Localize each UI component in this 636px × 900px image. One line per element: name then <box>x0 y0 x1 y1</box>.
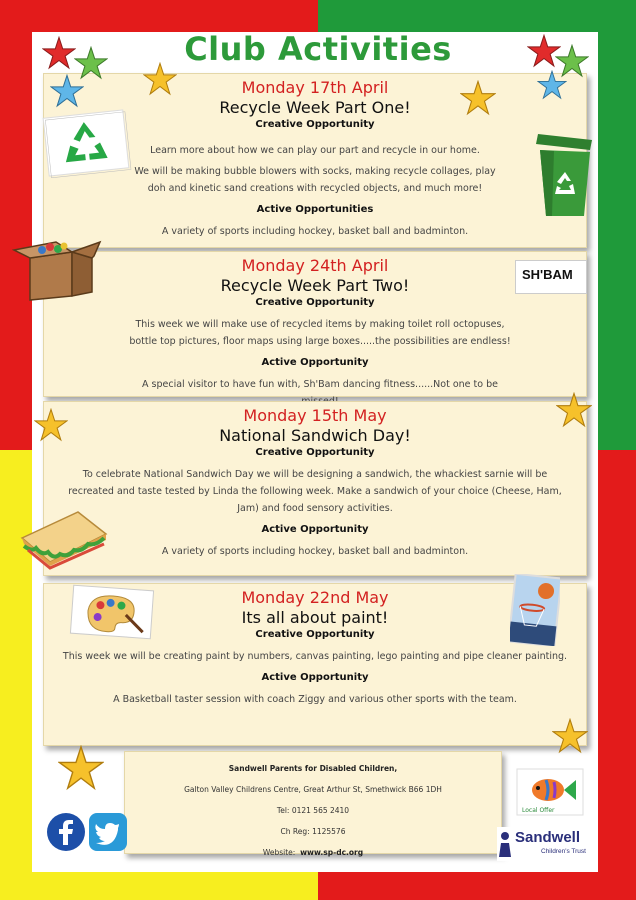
creative-text: This week we will be creating paint by numbers, canvas painting, lego painting and pipe cleaner painting. <box>62 651 568 662</box>
active-label: Active Opportunities <box>256 204 374 215</box>
session-date: Monday 22nd May <box>241 588 389 607</box>
shbam-text: SH'BAM <box>522 267 573 282</box>
star-icon <box>460 80 496 116</box>
creative-label: Creative Opportunity <box>255 447 375 458</box>
session-event: National Sandwich Day! <box>219 426 411 445</box>
creative-text: This week we will make use of recycled items by making toilet roll octopuses, bottle top pictures, floor maps using large boxes.....the possibilities are endless! <box>129 319 511 347</box>
sandwell-subtitle: Children's Trust <box>541 848 586 855</box>
creative-text: We will be making bubble blowers with socks, making recycle collages, play doh and kinetic sand creations with recycled objects, and much more! <box>134 166 496 194</box>
active-label: Active Opportunity <box>261 524 369 535</box>
active-text: A variety of sports including hockey, basket ball and badminton. <box>161 546 469 557</box>
creative-label: Creative Opportunity <box>255 119 375 130</box>
creative-text: To celebrate National Sandwich Day we will be designing a sandwich, the whackiest sarnie will be recreated and taste tested by Linda the following week. Make a sandwich of your choice (Cheese, Ham, Jam) and food sensory activities. <box>68 469 562 514</box>
star-icon <box>552 718 588 754</box>
cardboard-box-icon <box>12 232 104 302</box>
twitter-icon[interactable] <box>88 812 128 852</box>
org-name: Sandwell Parents for Disabled Children, <box>228 764 398 773</box>
session-event: Recycle Week Part Two! <box>220 276 410 295</box>
active-label: Active Opportunity <box>261 672 369 683</box>
creative-label: Creative Opportunity <box>255 297 375 308</box>
session-date: Monday 15th May <box>243 406 387 425</box>
session-event: Recycle Week Part One! <box>219 98 411 117</box>
active-text: A Basketball taster session with coach Ziggy and various other sports with the team. <box>113 694 517 705</box>
telephone: Tel: 0121 565 2410 <box>276 806 350 815</box>
local-offer-text: Local Offer <box>522 807 555 814</box>
charity-reg: Ch Reg: 1125576 <box>280 827 346 836</box>
creative-label: Creative Opportunity <box>255 629 375 640</box>
sandwich-icon <box>18 508 110 570</box>
local-offer-fish-icon <box>516 768 584 816</box>
website-label: Website: <box>262 848 296 857</box>
creative-text: Learn more about how we can play our part and recycle in our home. <box>150 145 480 156</box>
website-line <box>125 842 501 863</box>
star-icon <box>143 62 177 96</box>
paint-palette-icon <box>68 584 156 640</box>
page-title: Club Activities <box>184 30 452 68</box>
star-icon <box>42 36 76 70</box>
people-icon <box>497 831 513 857</box>
star-icon <box>556 392 592 428</box>
shbam-logo <box>515 260 587 294</box>
session-date: Monday 24th April <box>241 256 389 275</box>
basketball-hoop-icon <box>510 574 560 646</box>
facebook-icon[interactable] <box>46 812 86 852</box>
star-icon <box>58 745 104 791</box>
star-icon <box>537 70 567 100</box>
active-text: A variety of sports including hockey, basket ball and badminton. <box>161 226 469 237</box>
address: Galton Valley Childrens Centre, Great Arthur St, Smethwick B66 1DH <box>184 785 442 794</box>
website-link[interactable]: www.sp-dc.org <box>300 848 364 857</box>
star-icon <box>50 74 84 108</box>
session-date: Monday 17th April <box>241 78 389 97</box>
session-card <box>43 401 587 576</box>
active-text: A special visitor to have fun with, Sh'Bam dancing fitness......Not one to be <box>142 379 498 390</box>
active-label: Active Opportunity <box>261 357 369 368</box>
recycle-icon <box>40 108 132 178</box>
recycle-bin-icon <box>534 120 596 220</box>
star-icon <box>34 408 68 442</box>
sandwell-name: Sandwell <box>515 829 581 846</box>
session-event: Its all about paint! <box>241 608 389 627</box>
session-card <box>43 251 587 397</box>
contact-footer <box>124 751 502 857</box>
sandwell-logo <box>497 827 597 861</box>
